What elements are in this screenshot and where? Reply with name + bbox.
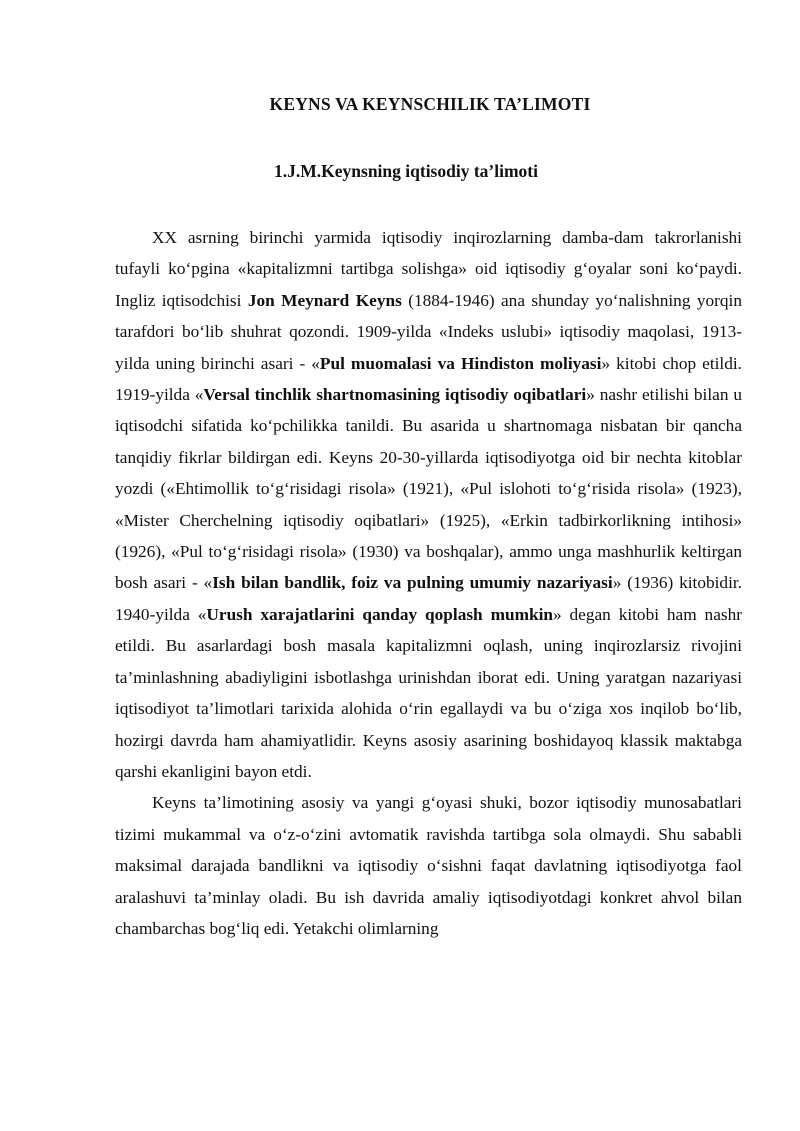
paragraph-2: Keyns ta’limotining asosiy va yangi g‘oyasi shuki, bozor iqtisodiy munosabatlari tizimi mukammal va o‘z-o‘zini avtomatik ravishda tartibga sola olmaydi. Shu sababli maksimal darajada bandlikni va iqtisodiy o‘sishni faqat davlatning iqtisodiyotga faol aralashuvi ta’minlay oladi. Bu ish davrida amaliy iqtisodiyotdagi konkret ahvol bilan chambarchas bog‘liq edi. Yetakchi olimlarning [115, 793, 742, 938]
text-run: » kitobi chop etildi. 1919-yilda « [115, 353, 742, 405]
text-run: » (1936) kitobidir. 1940-yilda « [115, 573, 742, 624]
text-run: (1884-1946) ana shunday yo‘nalishning yorqin tarafdori bo‘lib shuhrat qozondi. 1909-yilda «Indeks uslubi» iqtisodiy maqolasi, 1913- yilda uning birinchi asari - « [115, 290, 742, 373]
bold-author-name: Jon Meynard Keyns [247, 290, 402, 310]
bold-book-title: Versal tinchlik shartnomasining iqtisodiy oqibatlari [203, 385, 587, 405]
bold-book-title: Ish bilan bandlik, foiz va pulning umumiy nazariyasi [212, 573, 613, 593]
page-title: KEYNS VA KEYNSCHILIK TA’LIMOTI [269, 94, 591, 114]
text-run: » nashr etilishi bilan u iqtisodchi sifatida ko‘pchilikka tanildi. Bu asarida u shartnomaga nisbatan bir qancha tanqidiy fikrlar bildirgan edi. Keyns 20-30-yillarda iqtisodiyotga oid bir nechta kitoblar yozdi («Ehtimollik to‘g‘risidagi risola» (1921), «Pul islohoti to‘g‘risida risola» (1923), «Mister Cherchelning iqtisodiy oqibatlari» (1925), «Erkin tadbirkorlikning intihosi» (1926), «Pul to‘g‘risidagi risola» (1930) va boshqalar), ammo unga mashhurlik keltirgan bosh asari - « [115, 385, 742, 593]
section-heading: 1.J.M.Keynsning iqtisodiy ta’limoti [274, 161, 538, 181]
bold-book-title: Pul muomalasi va Hindiston moliyasi [319, 353, 602, 373]
bold-book-title: Urush xarajatlarini qanday qoplash mumkin [206, 604, 553, 624]
body-text [115, 222, 742, 944]
text-run: XX asrning birinchi yarmida iqtisodiy inqirozlarning damba-dam takrorlanishi tufayli ko‘pgina «kapitalizmni tartibga solishga» oid iqtisodiy g‘oyalar soni ko‘paydi. Ingliz iqtisodchisi [115, 228, 742, 310]
text-run: » degan kitobi ham nashr etildi. Bu asarlardagi bosh masala kapitalizmni oqlash, uning inqirozlarsiz rivojini ta’minlashning abadiyligini isbotlashga urinishdan iborat edi. Uning yaratgan nazariyasi iqtisodiyot ta’limotlari tarixida alohida o‘rin egallaydi va bu o‘ziga xos inqilob bo‘lib, hozirgi davrda ham ahamiyatlidir. Keyns asosiy asarining boshidayoq klassik maktabga qarshi ekanligini bayon etdi. [115, 604, 742, 781]
paragraph-1 [115, 222, 742, 787]
